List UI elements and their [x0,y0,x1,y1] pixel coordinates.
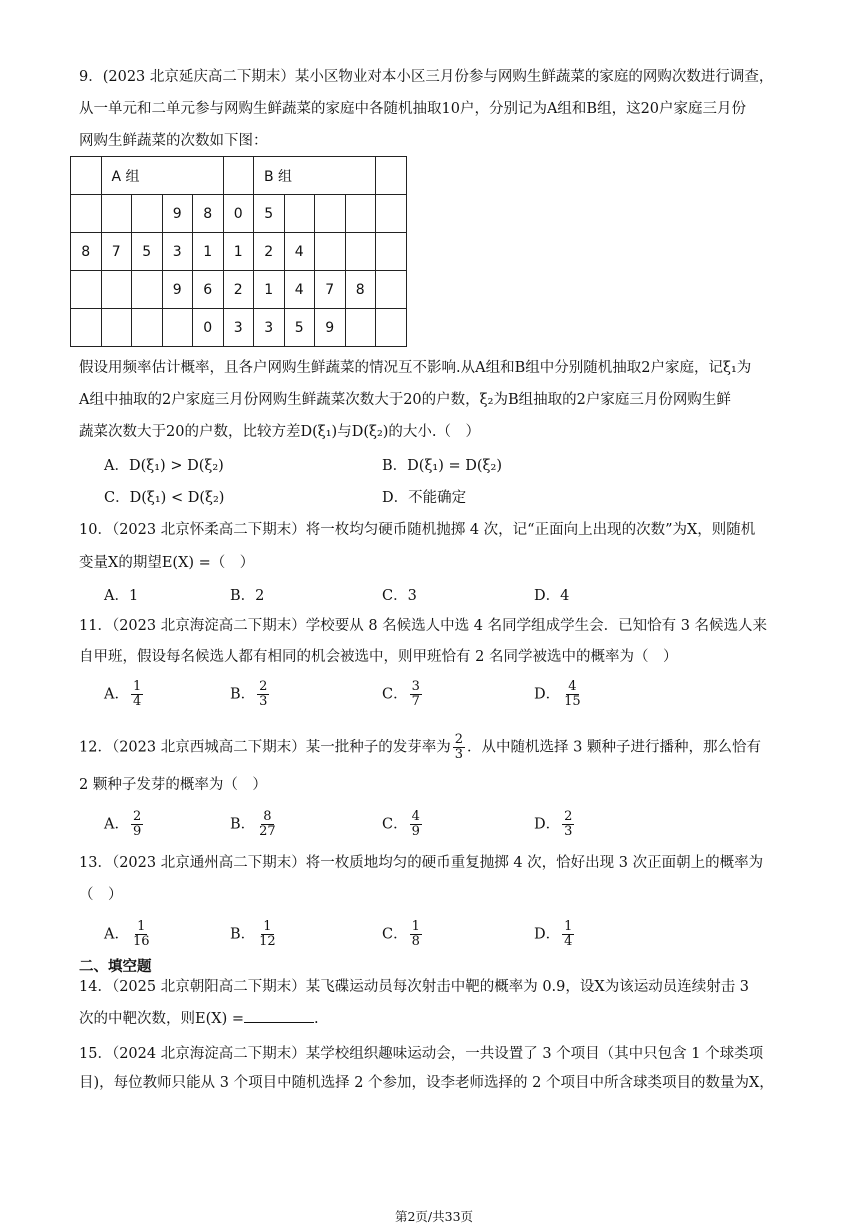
q14-line-2: 次的中靶次数，则E(X) = . [79,1008,319,1030]
q9-option-c: C．D(ξ₁) < D(ξ₂) [104,490,225,506]
fraction: $\frac{4}{9}$ [411,809,420,839]
q10-option-d: D．4 [534,588,570,604]
fraction: $\frac{3}{7}$ [411,679,420,709]
q12-line-1: 12．（2023 北京西城高二下期末）某一批种子的发芽率为 $\frac{2}{3}$ ．从中随机选择 3 颗种子进行播种，那么恰有 [79,732,761,762]
q9-line-1: 9．(2023 北京延庆高二下期末）某小区物业对本小区三月份参与网购生鲜蔬菜的家庭的网购次数进行调查， [79,69,774,85]
q11-option-d: D． $\frac{4}{15}$ [534,679,581,709]
fraction: $\frac{1}{4}$ [132,679,142,709]
q15-line-2: 目)，每位教师只能从 3 个项目中随机选择 2 个参加，设李老师选择的 2 个项目中所含球类项目的数量为X， [79,1075,774,1091]
q10-line-1: 10．（2023 北京怀柔高二下期末）将一枚均匀硬币随机抛掷 4 次，记“正面向上出现的次数”为X，则随机 [79,522,756,538]
q13-option-b: B． $\frac{1}{12}$ [230,919,276,949]
q11-option-a: A． $\frac{1}{4}$ [104,679,142,709]
stem-leaf-table [70,156,407,347]
q11-line-2: 自甲班，假设每名候选人都有相同的机会被选中，则甲班恰有 2 名同学被选中的概率为（ ） [79,649,678,665]
q14-line-1: 14．（2025 北京朝阳高二下期末）某飞碟运动员每次射击中靶的概率为 0.9，设X为该运动员连续射击 3 [79,979,750,995]
page-footer: 第2页/共33页 [394,1209,474,1224]
q11-option-b: B． $\frac{2}{3}$ [230,679,268,709]
q9-line-2: 从一单元和二单元参与网购生鲜蔬菜的家庭中各随机抽取10户，分别记为A组和B组，这20户家庭三月份 [79,101,747,117]
q13-line-2: （ ） [79,887,123,903]
q12-option-c: C． $\frac{4}{9}$ [382,809,420,839]
fraction: $\frac{1}{4}$ [564,919,573,949]
fraction: $\frac{1}{8}$ [411,919,420,949]
q9-option-a: A．D(ξ₁) > D(ξ₂) [104,458,224,474]
q10-option-a: A．1 [104,588,139,604]
fraction: $\frac{2}{3}$ [564,809,573,839]
table-header-row [71,157,407,195]
q9-line-6: 蔬菜次数大于20的户数，比较方差D(ξ₁)与D(ξ₂)的大小.（ ） [79,424,481,440]
table-row: 0 3 3 5 9 [71,309,407,347]
table-row: 9 8 0 5 [71,195,407,233]
q9-option-b: B．D(ξ₁) = D(ξ₂) [382,458,503,474]
fraction: $\frac{2}{3}$ [259,679,268,709]
q10-line-2: 变量X的期望E(X) =（ ） [79,555,255,571]
q12-option-d: D． $\frac{2}{3}$ [534,809,573,839]
q10-option-c: C．3 [382,588,417,604]
fraction: $\frac{1}{16}$ [132,919,150,949]
table-row: 8 7 5 3 1 1 2 4 [71,233,407,271]
q13-option-d: D． $\frac{1}{4}$ [534,919,573,949]
q9-option-d: D．不能确定 [382,490,467,506]
fraction: $\frac{1}{12}$ [259,919,276,949]
q11-line-1: 11．（2023 北京海淀高二下期末）学校要从 8 名候选人中选 4 名同学组成学生会．已知恰有 3 名候选人来 [79,618,768,634]
q12-line-2: 2 颗种子发芽的概率为（ ） [79,777,267,793]
q13-option-a: A． $\frac{1}{16}$ [104,919,150,949]
group-b-header: B 组 [254,157,376,195]
q15-line-1: 15．（2024 北京海淀高二下期末）某学校组织趣味运动会，一共设置了 3 个项目（其中只包含 1 个球类项 [79,1046,764,1062]
q12-option-b: B． $\frac{8}{27}$ [230,809,276,839]
answer-blank [244,1008,314,1023]
q10-option-b: B．2 [230,588,265,604]
q9-line-3: 网购生鲜蔬菜的次数如下图： [79,133,268,149]
fraction: $\frac{2}{9}$ [132,809,142,839]
fraction: $\frac{2}{3}$ [454,732,463,762]
q12-option-a: A． $\frac{2}{9}$ [104,809,142,839]
fraction: $\frac{4}{15}$ [564,679,581,709]
q13-line-1: 13．（2023 北京通州高二下期末）将一枚质地均匀的硬币重复抛掷 4 次，恰好出现 3 次正面朝上的概率为 [79,855,764,871]
fraction: $\frac{8}{27}$ [259,809,276,839]
group-a-header: A 组 [101,157,223,195]
q9-line-5: A组中抽取的2户家庭三月份网购生鲜蔬菜次数大于20的户数，ξ₂为B组抽取的2户家庭三月份网购生鲜 [79,392,731,408]
q13-option-c: C． $\frac{1}{8}$ [382,919,420,949]
q9-line-4: 假设用频率估计概率，且各户网购生鲜蔬菜的情况互不影响.从A组和B组中分别随机抽取2户家庭，记ξ₁为 [79,360,752,376]
table-row: 9 6 2 1 4 7 8 [71,271,407,309]
q11-option-c: C． $\frac{3}{7}$ [382,679,420,709]
section-heading-fill-in: 二、填空题 [79,959,152,975]
